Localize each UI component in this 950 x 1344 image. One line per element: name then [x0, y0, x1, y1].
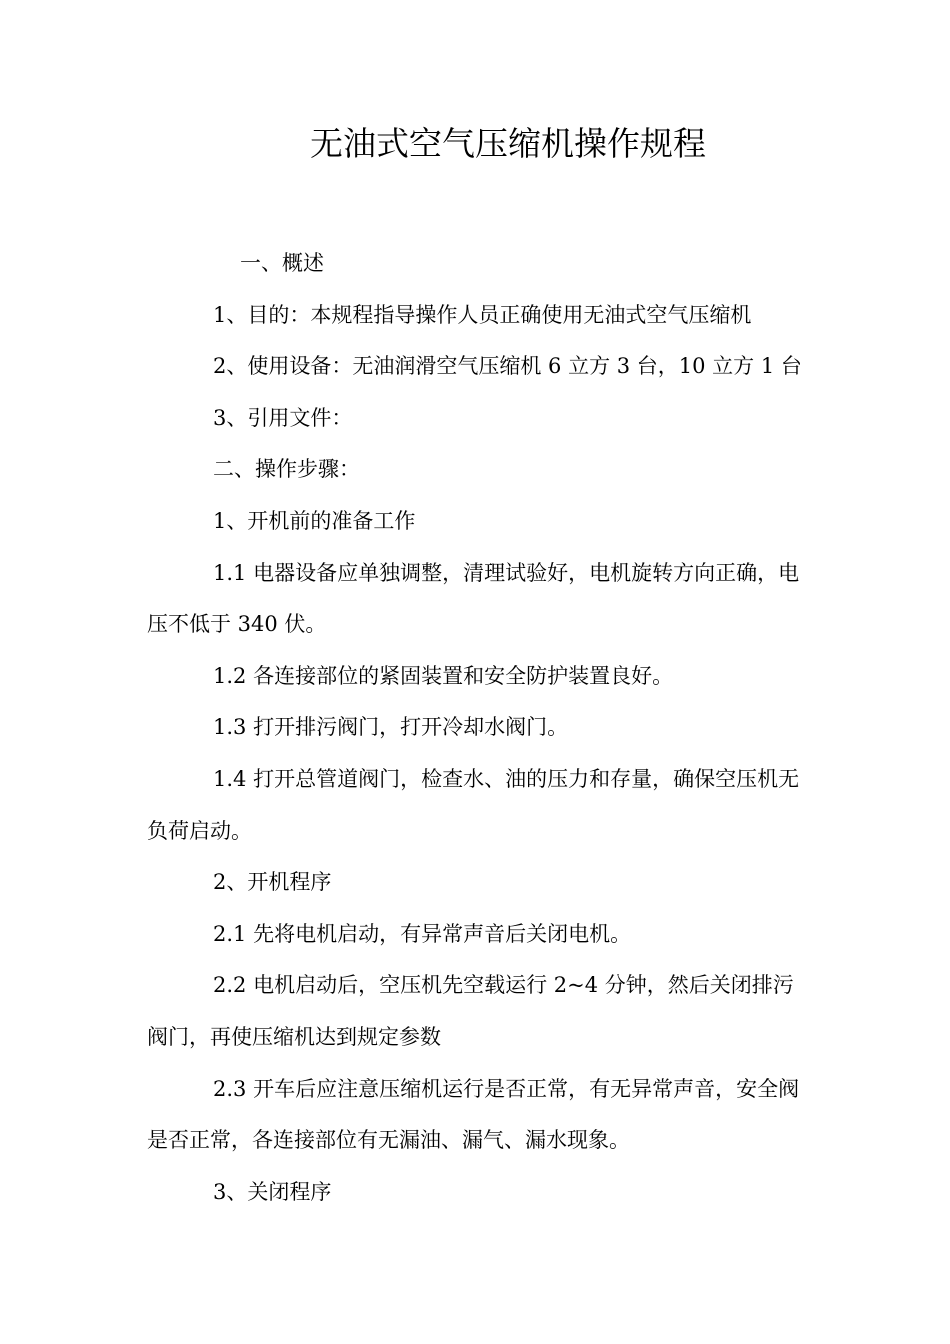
paragraph-step-1-1: 1.1 电器设备应单独调整，清理试验好，电机旋转方向正确，电压不低于 340 伏。 [147, 560, 800, 637]
document-title: 无油式空气压缩机操作规程 [310, 124, 706, 163]
paragraph-step-2-2: 2.2 电机启动后，空压机先空载运行 2~4 分钟，然后关闭排污阀门，再使压缩机达到规定参数 [147, 973, 794, 1049]
paragraph-purpose: 1、目的：本规程指导操作人员正确使用无油式空气压缩机 [213, 302, 752, 327]
paragraph-step-1-4: 1.4 打开总管道阀门，检查水、油的压力和存量，确保空压机无负荷启动。 [147, 766, 800, 843]
subheading-preparation: 1、开机前的准备工作 [213, 508, 416, 533]
section-heading-overview: 一、概述 [240, 251, 324, 275]
subheading-shutdown: 3、关闭程序 [213, 1179, 332, 1204]
paragraph-step-1-3: 1.3 打开排污阀门，打开冷却水阀门。 [213, 715, 569, 740]
subheading-startup: 2、开机程序 [213, 870, 332, 895]
paragraph-step-1-2: 1.2 各连接部位的紧固装置和安全防护装置良好。 [213, 663, 674, 688]
paragraph-step-2-1: 2.1 先将电机启动，有异常声音后关闭电机。 [213, 921, 632, 946]
paragraph-equipment: 2、使用设备：无油润滑空气压缩机 6 立方 3 台，10 立方 1 台 [213, 354, 802, 379]
paragraph-reference-docs: 3、引用文件： [213, 405, 353, 430]
paragraph-step-2-3: 2.3 开车后应注意压缩机运行是否正常，有无异常声音，安全阀是否正常，各连接部位有无漏油、漏气、漏水现象。 [147, 1076, 800, 1153]
section-heading-steps: 二、操作步骤： [213, 457, 360, 482]
document-body [147, 238, 807, 1218]
